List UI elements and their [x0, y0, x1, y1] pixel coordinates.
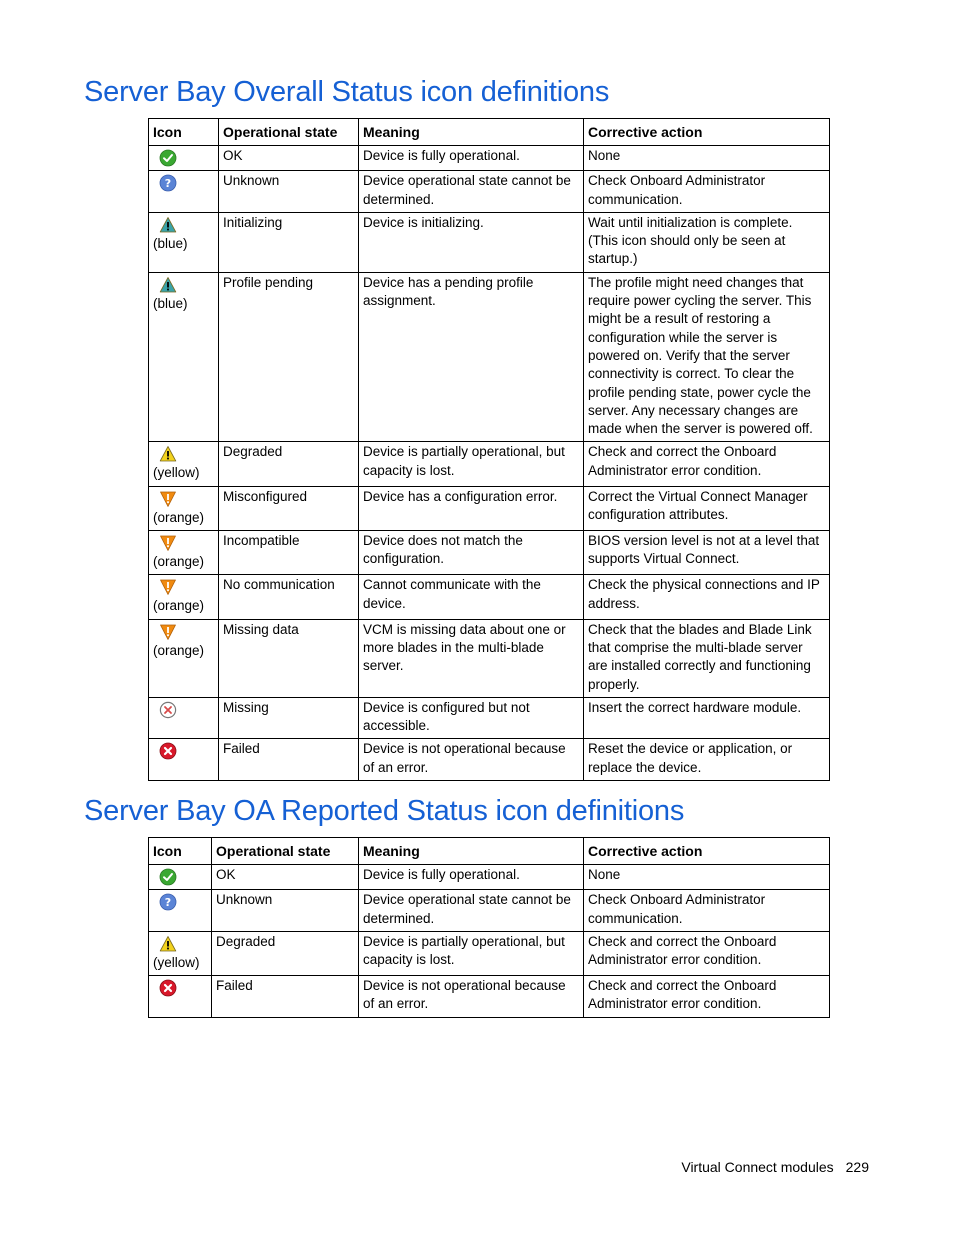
warning-orange-icon: [159, 534, 177, 552]
table-row: [149, 619, 830, 697]
warning-blue-icon: [159, 276, 177, 294]
table-row: [149, 931, 830, 975]
meaning-cell: Device operational state cannot be determined.: [359, 171, 584, 213]
operational-state-cell: Initializing: [219, 212, 359, 272]
ok-icon: [159, 868, 177, 886]
meaning-cell: Device is not operational because of an error.: [359, 739, 584, 781]
column-header: Operational state: [212, 838, 359, 865]
corrective-action-cell: Check and correct the Onboard Administrator error condition.: [584, 442, 830, 486]
operational-state-cell: Failed: [219, 739, 359, 781]
table-row: [149, 212, 830, 272]
operational-state-cell: Unknown: [212, 890, 359, 932]
svg-text:?: ?: [164, 896, 172, 910]
operational-state-cell: Missing data: [219, 619, 359, 697]
icon-cell: [149, 575, 219, 619]
corrective-action-cell: Insert the correct hardware module.: [584, 697, 830, 739]
corrective-action-cell: None: [584, 146, 830, 171]
column-header: Corrective action: [584, 838, 830, 865]
corrective-action-cell: None: [584, 865, 830, 890]
icon-color-label: (yellow): [153, 954, 200, 970]
meaning-cell: Device is partially operational, but capacity is lost.: [359, 931, 584, 975]
table-row: [149, 171, 830, 213]
corrective-action-cell: Check Onboard Administrator communication.: [584, 171, 830, 213]
corrective-action-cell: Check and correct the Onboard Administrator error condition.: [584, 976, 830, 1018]
warning-orange-icon: [159, 490, 177, 508]
column-header: Corrective action: [584, 119, 830, 146]
warning-blue-icon: [159, 216, 177, 234]
column-header: Meaning: [359, 119, 584, 146]
operational-state-cell: Incompatible: [219, 531, 359, 575]
meaning-cell: Device has a configuration error.: [359, 486, 584, 530]
corrective-action-cell: The profile might need changes that require power cycling the server. This might be a result of restoring a configuration while the server is powered on. Verify that the server connectivity is correct. To clear the profile pending state, power cycle the server. Any necessary changes are made when the server is powered off.: [584, 272, 830, 442]
meaning-cell: Cannot communicate with the device.: [359, 575, 584, 619]
operational-state-cell: Unknown: [219, 171, 359, 213]
corrective-action-cell: Check that the blades and Blade Link that comprise the multi-blade server are installed correctly and functioning properly.: [584, 619, 830, 697]
table-row: [149, 890, 830, 932]
meaning-cell: Device does not match the configuration.: [359, 531, 584, 575]
corrective-action-cell: Check Onboard Administrator communication.: [584, 890, 830, 932]
svg-text:?: ?: [164, 177, 172, 191]
missing-icon: [159, 701, 177, 719]
column-header: Meaning: [359, 838, 584, 865]
icon-cell: [149, 865, 212, 890]
column-header: Icon: [149, 119, 219, 146]
meaning-cell: Device is initializing.: [359, 212, 584, 272]
icon-cell: [149, 931, 212, 975]
corrective-action-cell: Reset the device or application, or replace the device.: [584, 739, 830, 781]
warning-orange-icon: [159, 578, 177, 596]
meaning-cell: Device is not operational because of an error.: [359, 976, 584, 1018]
corrective-action-cell: Wait until initialization is complete. (This icon should only be seen at startup.): [584, 212, 830, 272]
overall-status-table: [148, 118, 830, 781]
icon-cell: [149, 697, 219, 739]
meaning-cell: VCM is missing data about one or more blades in the multi-blade server.: [359, 619, 584, 697]
icon-color-label: (orange): [153, 642, 205, 658]
icon-color-label: (blue): [153, 235, 188, 251]
icon-cell: [149, 171, 219, 213]
icon-color-label: (yellow): [153, 465, 200, 481]
icon-cell: [149, 739, 219, 781]
page-footer: [669, 1159, 869, 1175]
icon-cell: [149, 619, 219, 697]
icon-cell: [149, 890, 212, 932]
warning-orange-icon: [159, 623, 177, 641]
operational-state-cell: No communication: [219, 575, 359, 619]
table-row: [149, 272, 830, 442]
failed-icon: [159, 979, 177, 997]
icon-cell: [149, 976, 212, 1018]
table-header-row: [149, 838, 830, 865]
corrective-action-cell: Check and correct the Onboard Administrator error condition.: [584, 931, 830, 975]
icon-cell: [149, 531, 219, 575]
meaning-cell: Device is partially operational, but capacity is lost.: [359, 442, 584, 486]
operational-state-cell: Profile pending: [219, 272, 359, 442]
icon-cell: [149, 442, 219, 486]
icon-cell: [149, 486, 219, 530]
icon-cell: [149, 212, 219, 272]
operational-state-cell: Failed: [212, 976, 359, 1018]
unknown-icon: [159, 174, 177, 192]
table-row: [149, 531, 830, 575]
table-row: [149, 442, 830, 486]
icon-color-label: (orange): [153, 554, 205, 570]
table-row: [149, 697, 830, 739]
icon-color-label: (orange): [153, 598, 205, 614]
failed-icon: [159, 742, 177, 760]
table-row: [149, 976, 830, 1018]
icon-color-label: (blue): [153, 295, 188, 311]
section-title-overall: Server Bay Overall Status icon definitions: [84, 76, 610, 108]
operational-state-cell: Degraded: [212, 931, 359, 975]
ok-icon: [159, 149, 177, 167]
meaning-cell: Device is fully operational.: [359, 146, 584, 171]
operational-state-cell: Misconfigured: [219, 486, 359, 530]
meaning-cell: Device operational state cannot be determined.: [359, 890, 584, 932]
icon-cell: [149, 146, 219, 171]
icon-color-label: (orange): [153, 509, 205, 525]
meaning-cell: Device has a pending profile assignment.: [359, 272, 584, 442]
footer-text: Virtual Connect modules: [681, 1159, 834, 1175]
table-row: [149, 486, 830, 530]
operational-state-cell: Degraded: [219, 442, 359, 486]
icon-cell: [149, 272, 219, 442]
table-row: [149, 739, 830, 781]
meaning-cell: Device is configured but not accessible.: [359, 697, 584, 739]
corrective-action-cell: Check the physical connections and IP address.: [584, 575, 830, 619]
corrective-action-cell: Correct the Virtual Connect Manager configuration attributes.: [584, 486, 830, 530]
oa-reported-status-table: [148, 837, 830, 1018]
table-header-row: [149, 119, 830, 146]
operational-state-cell: OK: [212, 865, 359, 890]
page-number: 229: [845, 1159, 869, 1175]
section-title-oa-reported: Server Bay OA Reported Status icon definitions: [84, 795, 685, 827]
unknown-icon: [159, 893, 177, 911]
table-row: [149, 146, 830, 171]
column-header: Operational state: [219, 119, 359, 146]
table-row: [149, 865, 830, 890]
meaning-cell: Device is fully operational.: [359, 865, 584, 890]
operational-state-cell: OK: [219, 146, 359, 171]
corrective-action-cell: BIOS version level is not at a level that supports Virtual Connect.: [584, 531, 830, 575]
warning-yellow-icon: [159, 445, 177, 463]
operational-state-cell: Missing: [219, 697, 359, 739]
column-header: Icon: [149, 838, 212, 865]
warning-yellow-icon: [159, 935, 177, 953]
table-row: [149, 575, 830, 619]
